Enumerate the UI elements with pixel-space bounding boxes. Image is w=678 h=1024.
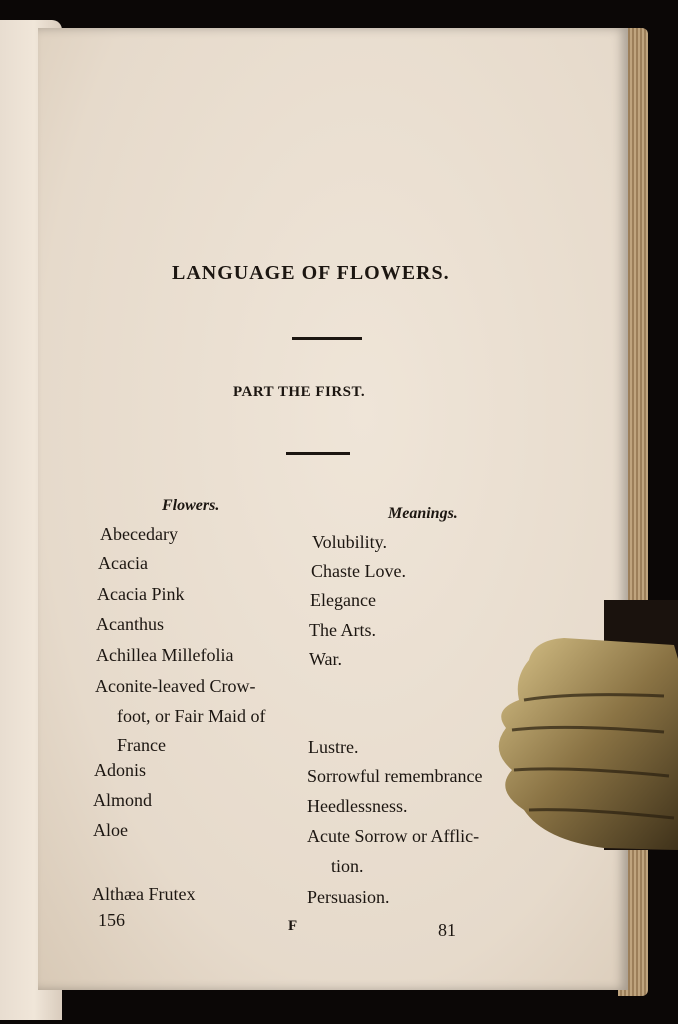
flower-name: Aloe [93,820,128,840]
flower-name: Acanthus [96,614,164,634]
flower-name: Almond [93,790,153,810]
flower-meaning: The Arts. [309,620,376,640]
flower-name: Acacia Pink [97,584,185,604]
flower-meaning: Sorrowful remembrance [307,766,483,786]
flower-meaning: tion. [331,856,364,876]
flower-name: France [117,735,166,755]
column-header-meanings: Meanings. [388,505,458,522]
flower-name: Adonis [94,760,147,780]
brass-hand-bookend [484,600,678,860]
flower-meaning: War. [309,649,343,669]
signature-mark: F [288,918,298,934]
section-subtitle: PART THE FIRST. [233,384,366,400]
flower-name: foot, or Fair Maid of [117,706,266,726]
page-title: LANGUAGE OF FLOWERS. [172,262,450,284]
column-header-flowers: Flowers. [162,497,220,514]
flower-name: Aconite-leaved Crow- [95,676,256,696]
flower-meaning: Persuasion. [307,887,390,907]
page-number-left: 156 [98,910,125,930]
subtitle-rule [286,452,350,455]
flower-name: Acacia [98,553,148,573]
title-rule [292,337,362,340]
flower-meaning: Elegance [310,590,376,610]
flower-meaning: Acute Sorrow or Afflic- [307,826,480,846]
flower-meaning: Volubility. [312,532,388,552]
flower-meaning: Lustre. [308,737,359,757]
page-number-right: 81 [438,920,456,940]
flower-meaning: Chaste Love. [311,561,406,581]
flower-name: Achillea Millefolia [96,645,234,665]
flower-name: Althæa Frutex [92,884,196,904]
flower-meaning: Heedlessness. [307,796,408,816]
flower-name: Abecedary [100,524,178,544]
